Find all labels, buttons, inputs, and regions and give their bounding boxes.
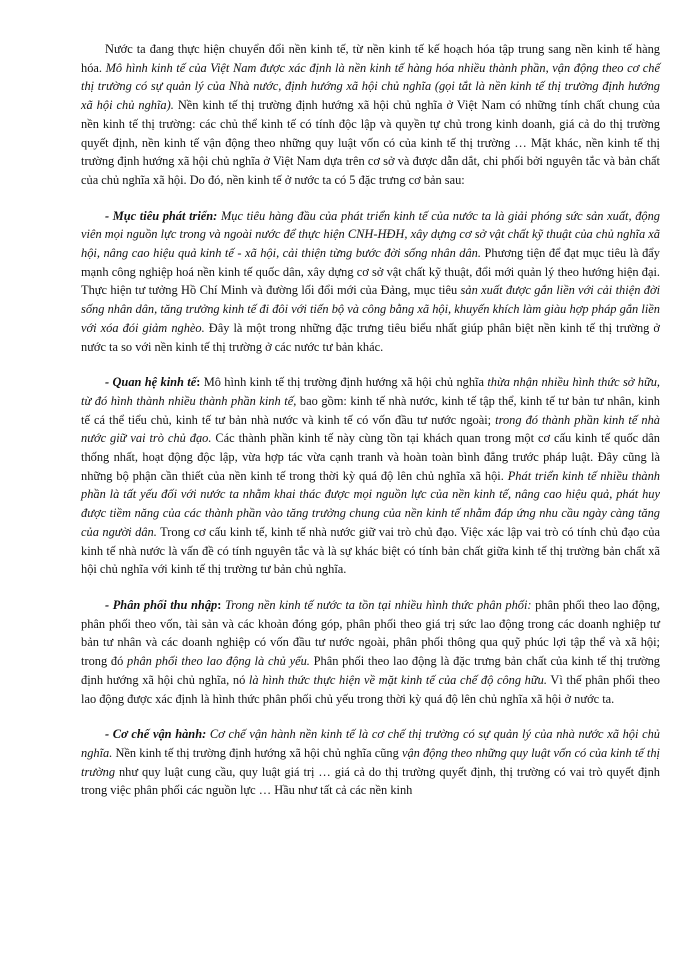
text-run: Nền kinh tế thị trường định hướng xã hội chủ nghĩa ở Việt Nam có những tính chất chung của nền kinh tế thị trường: các chủ thể kinh tế có tính độc lập và quyền tự chủ trong kinh doanh, giá cả do thị trường quyết định, nền kinh tế vận động theo những quy luật vốn có của kinh tế thị trường … Mặt khác, nền kinh tế thị trường định hướng xã hội chủ nghĩa ở Việt Nam dựa trên cơ sở và được dẫn dắt, chi phối bởi nguyên tắc và bản chất của chủ nghĩa xã hội. Do đó, nền kinh tế ở nước ta có 5 đặc trưng cơ bản sau: [81,98,660,187]
section-heading-income-distribution: - Phân phối thu nhập [105,597,218,612]
text-run-italic: Mô hình kinh tế của Việt Nam được xác định là nền kinh tế hàng hóa nhiều thành phần, vận động theo cơ chế thị trường có sự quản lý của Nhà nước, định hướng xã hội chủ nghĩa (gọi tắt là nền kinh tế thị trường định hướng xã hội chủ nghĩa). [81,60,660,113]
operating-mechanism-paragraph [81,725,660,800]
text-run: như quy luật cung cầu, quy luật giá trị … giá cả do thị trường quyết định, thị trường có vai trò quyết định trong việc phân phối các nguồn lực … Hầu như tất cả các nền kinh [81,764,660,798]
text-run: Phương tiện để đạt mục tiêu là đẩy mạnh công nghiệp hoá nền kinh tế quốc dân, xây dựng cơ sở vật chất kỹ thuật, đổi mới quản lý theo hướng hiện đại. Thực hiện tư tưởng Hồ Chí Minh và đường lối đổi mới của Đảng, mục tiêu [81,246,660,298]
text-run: Các thành phần kinh tế này cùng tồn tại khách quan trong một cơ cấu kinh tế quốc dân thống nhất, hoạt động độc lập, vừa hợp tác vừa cạnh tranh và hoàn toàn bình đẳng trước pháp luật. Đây cũng là những bộ phận cần thiết của nền kinh tế trong thời kỳ quá độ lên chủ nghĩa xã hội. [81,431,660,483]
text-run-italic: là hình thức thực hiện về mặt kinh tế của chế độ công hữu. [248,672,547,687]
section-heading-operating-mechanism: - Cơ chế vận hành: [105,727,207,742]
text-run-italic: trong đó thành phần kinh tế nhà nước giữ vai trò chủ đạo. [81,412,660,446]
text-run-italic: phân phối theo lao động là chủ yếu. [127,654,310,669]
text-run-italic: sản xuất được gắn liền với cải thiện đời sống nhân dân, tăng trưởng kinh tế đi đôi với tiến bộ và công bằng xã hội, khuyến khích làm giàu hợp pháp gắn liền với xóa đói giảm nghèo. [81,283,661,335]
text-run-italic: vận động theo những quy luật vốn có của kinh tế thị trường [81,745,660,779]
text-run-italic: Phát triển kinh tế nhiều thành phần là tất yếu đối với nước ta nhằm khai thác được mọi nguồn lực của nền kinh tế, nâng cao hiệu quả, phát huy được tiềm năng của các thành phần vào tăng trưởng chung của nền kinh tế nhằm đáp ứng nhu cầu ngày càng tăng của người dân. [81,468,660,539]
text-run-italic: Mục tiêu hàng đầu của phát triển kinh tế của nước ta là giải phóng sức sản xuất, động viên mọi nguồn lực trong và ngoài nước để thực hiện CNH-HĐH, xây dựng cơ sở vật chất kỹ thuật của chủ nghĩa xã hội, nâng cao hiệu quả kinh tế - xã hội, cải thiện từng bước đời sống nhân dân. [81,208,660,261]
income-distribution-paragraph [81,596,660,708]
text-run: Vì thế phân phối theo lao động được xác định là hình thức phân phối chủ yếu trong thời kỳ quá độ lên chủ nghĩa xã hội ở nước ta. [81,672,660,706]
heading-colon: : [217,597,222,612]
text-run: Trong cơ cấu kinh tế, kinh tế nhà nước giữ vai trò chủ đạo. Việc xác lập vai trò có tính chủ đạo của kinh tế nhà nước là vấn đề có tính nguyên tắc và là sự khác biệt có tính bản chất giữa kinh tế thị trường bản chất xã hội chủ nghĩa với kinh tế thị trường tư bản chủ nghĩa. [81,524,660,577]
text-run: Đây là một trong những đặc trưng tiêu biểu nhất giúp phân biệt nền kinh tế thị trường ở nước ta so với nền kinh tế thị trường ở các nước tư bản khác. [81,320,660,354]
text-run: phân phối theo lao động, phân phối theo vốn, tài sản và các khoản đóng góp, phân phối theo giá trị sức lao động trong các doanh nghiệp tư bản tư nhân và các doanh nghiệp có vốn đầu tư nước ngoài, phân phối thông qua quỹ phúc lợi tập thể và xã hội; trong đó [81,597,661,669]
text-run-italic: Trong nền kinh tế nước ta tồn tại nhiều hình thức phân phối: [224,597,532,612]
section-heading-economic-relations: - Quan hệ kinh tế [105,375,197,390]
intro-paragraph [81,40,660,190]
text-run-italic: Cơ chế vận hành nền kinh tế là cơ chế thị trường có sự quản lý của nhà nước xã hội chủ nghĩa. [81,727,661,760]
text-run: Nền kinh tế thị trường định hướng xã hội chủ nghĩa cũng [112,745,402,760]
heading-colon: : [196,375,201,390]
development-goal-paragraph [81,207,660,357]
text-run: Phân phối theo lao động là đặc trưng bản chất của kinh tế thị trường định hướng xã hội chủ nghĩa, nó [81,654,660,687]
text-run: Nước ta đang thực hiện chuyển đổi nền kinh tế, từ nền kinh tế kế hoạch hóa tập trung sang nền kinh tế hàng hóa. [81,42,660,75]
text-run-italic: thừa nhận nhiều hình thức sở hữu, từ đó hình thành nhiều thành phần kinh tế [81,375,660,408]
text-run: Mô hình kinh tế thị trường định hướng xã hội chủ nghĩa [200,375,488,390]
economic-relations-paragraph [81,373,660,579]
section-heading-development-goal: - Mục tiêu phát triển: [105,208,218,223]
text-run: , bao gồm: kinh tế nhà nước, kinh tế tập thể, kinh tế tư bản tư nhân, kinh tế cá thể tiểu chủ, kinh tế tư bản nhà nước và kinh tế có vốn đầu tư nước ngoài; [81,393,660,427]
